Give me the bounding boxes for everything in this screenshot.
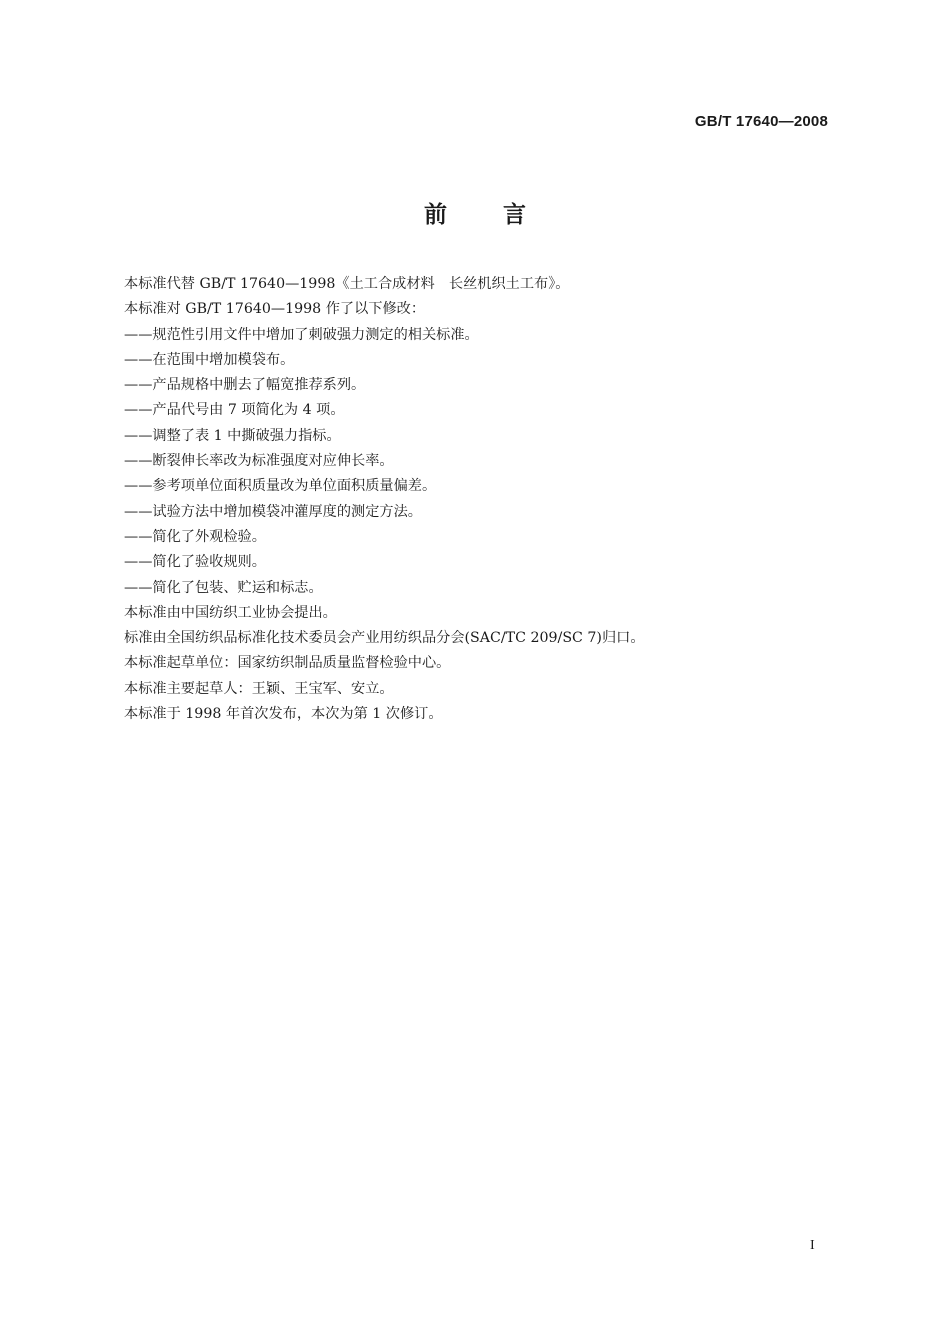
foreword-line: ——规范性引用文件中增加了刺破强力测定的相关标准。 — [124, 326, 479, 343]
page-title: 前言 — [424, 202, 582, 228]
foreword-line: 本标准代替 GB/T 17640—1998《土工合成材料 长丝机织土工布》。 — [124, 276, 570, 292]
foreword-line: ——参考项单位面积质量改为单位面积质量偏差。 — [124, 478, 437, 495]
foreword-line: 本标准起草单位：国家纺织制品质量监督检验中心。 — [124, 655, 451, 672]
foreword-line: ——简化了包装、贮运和标志。 — [124, 579, 323, 596]
foreword-line: 本标准对 GB/T 17640—1998 作了以下修改： — [124, 301, 426, 318]
foreword-line: ——调整了表 1 中撕破强力指标。 — [124, 427, 341, 444]
foreword-line: ——产品代号由 7 项简化为 4 项。 — [124, 402, 345, 419]
standard-code: GB/T 17640—2008 — [694, 113, 828, 130]
page-number: I — [810, 1238, 815, 1253]
foreword-line: 本标准主要起草人：王颖、王宝军、安立。 — [124, 680, 394, 697]
foreword-line: ——试验方法中增加模袋冲灌厚度的测定方法。 — [124, 503, 422, 520]
foreword-line: ——断裂伸长率改为标准强度对应伸长率。 — [124, 453, 394, 470]
foreword-body — [124, 272, 834, 727]
foreword-line: ——在范围中增加模袋布。 — [124, 351, 295, 368]
foreword-line: 本标准由中国纺织工业协会提出。 — [124, 604, 337, 621]
foreword-line: 标准由全国纺织品标准化技术委员会产业用纺织品分会(SAC/TC 209/SC 7)归口。 — [124, 630, 645, 647]
foreword-line: ——简化了验收规则。 — [124, 554, 266, 571]
foreword-line: ——产品规格中删去了幅宽推荐系列。 — [124, 377, 366, 394]
foreword-line: 本标准于 1998 年首次发布，本次为第 1 次修订。 — [124, 706, 443, 723]
foreword-line: ——简化了外观检验。 — [124, 528, 266, 545]
